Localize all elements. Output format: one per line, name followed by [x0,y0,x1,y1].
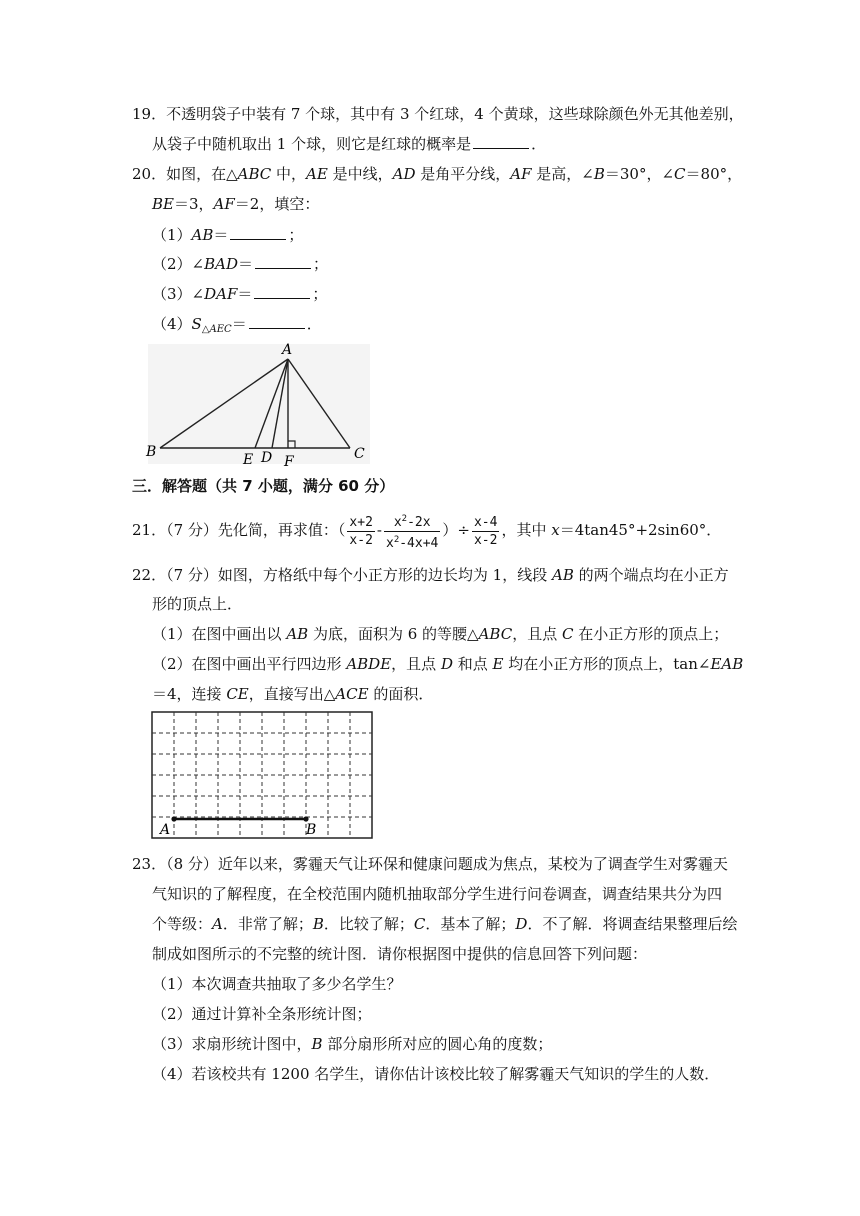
q20-part-label: （2）∠ [152,255,205,273]
q22-text: 在小正方形的顶点上； [573,625,729,643]
q22-line-1 [132,565,729,585]
q23-text: （3）求扇形统计图中， [152,1035,312,1053]
grid-figure [150,710,376,840]
q20-var: BAD [204,255,239,273]
q20-text: ＝ [238,255,254,273]
q23-text: 部分扇形所对应的圆心角的度数； [322,1035,553,1053]
q22-var: C [561,625,574,643]
label-b: B [146,444,157,460]
q23-var: B [311,1035,323,1053]
q22-text: ，且点 [391,655,441,673]
q21-fraction-1-numerator: x+2 [349,514,373,530]
q19-line-1 [132,104,744,124]
q20-text: ＝30°，∠ [604,165,675,183]
q22-part-1 [152,624,728,644]
q23-var: B [312,915,324,933]
q20-text: ＝ [237,285,253,303]
q22-text: （2）在图中画出平行四边形 [152,655,347,673]
grid-label-b: B [306,822,317,838]
q20-var: S [191,315,202,333]
q23-number: 23． [132,855,167,873]
q20-answer-blank-4 [249,314,305,329]
q20-var: DAF [204,285,238,303]
triangle-figure [140,340,380,470]
q20-var: AF [213,195,235,213]
q23-text: ．基本了解； [425,915,516,933]
q22-var: ACE [335,685,369,703]
q20-part-label: （4） [152,315,192,333]
q21-fraction-1-denominator: x-2 [349,532,373,548]
q22-part-2 [152,654,743,674]
q22-var: AB [552,566,574,584]
q19-number: 19． [132,105,167,123]
q21-fraction-2 [384,511,440,552]
q22-text: 的面积． [368,685,434,703]
q22-var: AB [286,625,309,643]
q20-var: B [593,165,605,183]
q23-line-3 [152,914,737,934]
q23-text: （4）若该校共有 1200 名学生，请你估计该校比较了解雾霾天气知识的学生的人数． [152,1065,720,1083]
q22-text: ＝4，连接 [152,685,227,703]
q23-part-3 [152,1034,552,1054]
q20-line-1 [132,164,742,184]
q21-fraction-2-denominator [384,532,440,552]
q23-part-4 [152,1064,719,1084]
grid-label-a: A [160,822,171,838]
q21-post: ，其中 [501,521,552,539]
q23-text: ．非常了解； [222,915,313,933]
q23-line-2 [152,884,722,904]
q20-text: ＝2，填空： [234,195,320,213]
q21-fraction-1 [347,514,374,549]
figure-background [148,344,370,464]
q21-minus: - [376,521,382,539]
q22-text: 均在小正方形的顶点上，tan∠ [503,655,711,673]
q20-var: AE [306,165,328,183]
q22-var: EAB [710,655,744,673]
label-a: A [282,342,293,358]
q21-text: x [393,514,402,530]
q23-line-1 [132,854,728,874]
q23-text: 个等级： [152,915,213,933]
q21-superscript: 2 [393,534,400,545]
q20-text: 如图，在△ [166,165,238,183]
q22-line-2 [152,594,242,614]
q20-text: ； [312,285,328,303]
q19-text-1: 不透明袋子中装有 7 个球，其中有 3 个红球，4 个黄球，这些球除颜色外无其他差别， [166,105,744,123]
q23-var: C [413,915,426,933]
q20-text: ； [288,226,304,244]
q20-text: ＝3， [173,195,214,213]
q20-line-2 [152,194,319,214]
q22-text: （1）在图中画出以 [152,625,287,643]
point-a [171,816,176,821]
q21-fraction-3-numerator: x-4 [473,514,498,530]
q21-fraction-3 [472,514,499,549]
q23-text: ．不了解．将调查结果整理后绘 [527,915,738,933]
q20-text: ＝ [213,226,229,244]
q20-number: 20． [132,165,167,183]
q20-part-label: （3）∠ [152,285,205,303]
q22-text: ，直接写出△ [248,685,336,703]
q20-answer-blank-1 [230,225,286,240]
label-e: E [243,452,254,468]
q20-part-3 [152,284,327,304]
q20-text: ． [306,315,322,333]
q21-line [132,510,721,552]
q21-fraction-3-denominator: x-2 [473,532,498,548]
q23-text: （1）本次调查共抽取了多少名学生？ [152,975,402,993]
q23-var: A [212,915,223,933]
q22-text: 形的顶点上． [152,595,243,613]
q21-text: -4x+4 [399,535,439,551]
q23-line-4 [152,944,647,964]
q22-text: （7 分）如图，方格纸中每个小正方形的边长均为 1，线段 [166,566,552,584]
q20-text: 是中线， [327,165,393,183]
q20-subscript: △AEC [201,324,232,335]
q20-part-4 [152,314,322,340]
q23-part-1 [152,974,402,994]
q21-text: -2x [407,514,431,530]
q20-var: BE [152,195,174,213]
q23-text: ．比较了解； [323,915,414,933]
q23-text: （8 分）近年以来，雾霾天气让环保和健康问题成为焦点，某校为了调查学生对雾霾天 [166,855,728,873]
q21-number: 21． [132,521,167,539]
q22-var: D [440,655,453,673]
q20-text: 中， [271,165,307,183]
q20-var: ABC [237,165,272,183]
q20-text: ； [313,255,329,273]
point-b [303,816,308,821]
q23-text: 气知识的了解程度，在全校范围内随机抽取部分学生进行问卷调查，调查结果共分为四 [152,885,723,903]
q22-part-2-cont [152,684,433,704]
q20-var: AB [191,226,214,244]
q20-var: AD [392,165,416,183]
q20-answer-blank-2 [255,254,311,269]
q22-text: 为底，面积为 6 的等腰△ [308,625,479,643]
q21-fraction-2-numerator [384,511,440,532]
label-d: D [261,450,273,466]
q22-var: CE [226,685,249,703]
q20-part-label: （1） [152,226,192,244]
q19-answer-blank [473,134,529,149]
q21-var: x [551,521,560,539]
q20-part-2 [152,254,328,274]
q21-post-2: ＝4tan45°+2sin60°． [559,521,722,539]
label-f: F [284,454,294,470]
q20-part-1 [152,225,303,245]
q21-text: x [385,535,394,551]
q19-text-2-end: ． [531,135,547,153]
q22-number: 22． [132,566,167,584]
q20-text: 是高，∠ [531,165,594,183]
q20-var: AF [510,165,532,183]
q19-line-2 [152,134,546,154]
q21-close: ）÷ [442,521,470,539]
q20-answer-blank-3 [254,284,310,299]
q23-part-2 [152,1004,372,1024]
q22-text: 和点 [452,655,493,673]
label-c: C [354,446,365,462]
q21-superscript: 2 [401,513,408,524]
q22-var: ABDE [346,655,392,673]
q20-var: C [674,165,686,183]
q22-text: ，且点 [512,625,562,643]
q21-pre: （7 分）先化简，再求值：（ [166,521,346,539]
q23-text: 制成如图所示的不完整的统计图．请你根据图中提供的信息回答下列问题： [152,945,648,963]
q20-text: 是角平分线， [415,165,511,183]
q22-var: ABC [478,625,513,643]
q19-text-2: 从袋子中随机取出 1 个球，则它是红球的概率是 [152,135,472,153]
q23-text: （2）通过计算补全条形统计图； [152,1005,372,1023]
section-heading: 三．解答题（共 7 小题，满分 60 分） [132,477,395,495]
q20-text: ＝80°， [685,165,743,183]
q22-text: 的两个端点均在小正方 [573,566,729,584]
q20-text: ＝ [231,315,247,333]
q22-var: E [492,655,504,673]
q23-var: D [515,915,528,933]
